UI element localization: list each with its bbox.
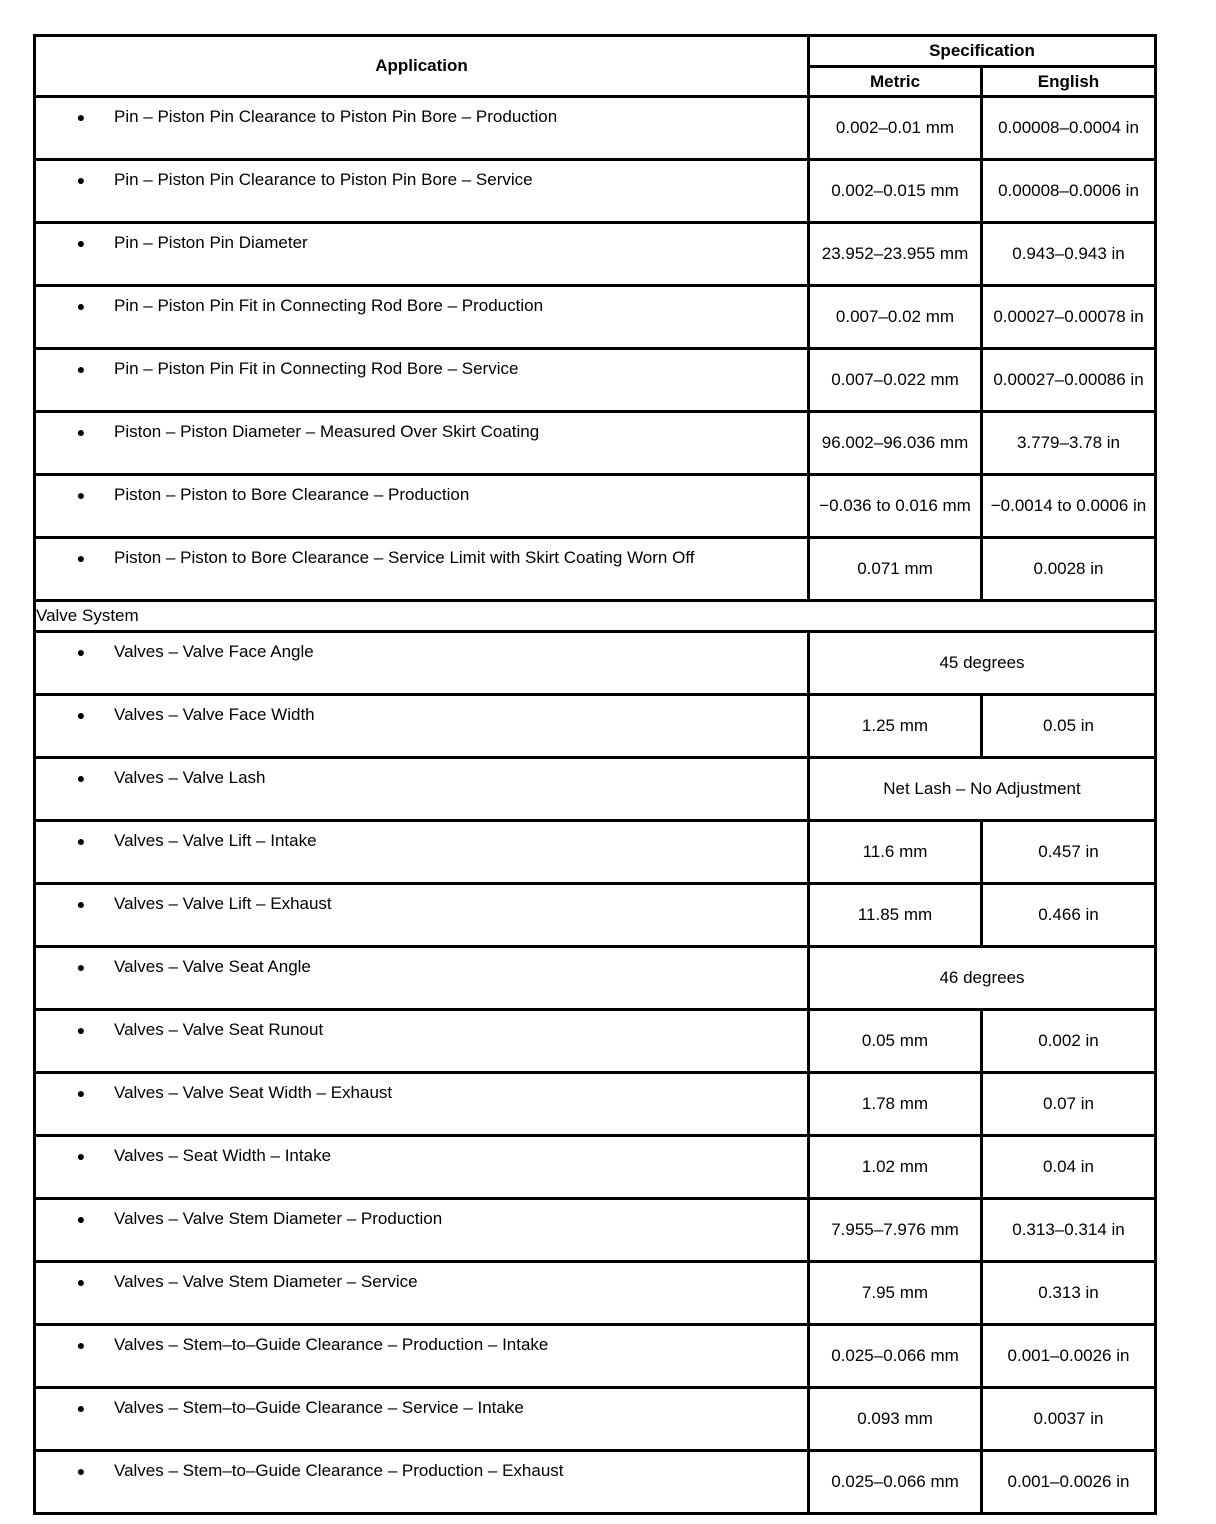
metric-value: 7.95 mm xyxy=(809,1262,982,1325)
table-row xyxy=(35,821,1156,884)
metric-value: 1.02 mm xyxy=(809,1136,982,1199)
table-row xyxy=(35,884,1156,947)
table-row xyxy=(35,1388,1156,1451)
application-cell xyxy=(35,412,809,475)
application-label: Pin – Piston Pin Fit in Connecting Rod Bore – Production xyxy=(114,296,544,315)
table-row xyxy=(35,695,1156,758)
application-cell xyxy=(35,286,809,349)
application-cell xyxy=(35,1451,809,1514)
metric-value: 0.071 mm xyxy=(809,538,982,601)
application-cell xyxy=(35,538,809,601)
application-cell xyxy=(35,1388,809,1451)
english-value: 0.00008–0.0004 in xyxy=(982,97,1156,160)
header-row-top xyxy=(35,36,1156,67)
application-cell xyxy=(35,1199,809,1262)
table-row xyxy=(35,97,1156,160)
bullet-icon: ● xyxy=(76,1463,86,1479)
application-cell xyxy=(35,632,809,695)
application-cell xyxy=(35,1010,809,1073)
bullet-icon: ● xyxy=(76,1274,86,1290)
application-label: Valves – Valve Seat Angle xyxy=(114,957,311,976)
bullet-icon: ● xyxy=(76,770,86,786)
application-label: Valves – Valve Face Angle xyxy=(114,642,314,661)
table-row xyxy=(35,475,1156,538)
table-row xyxy=(35,1010,1156,1073)
application-cell xyxy=(35,1325,809,1388)
bullet-icon: ● xyxy=(76,959,86,975)
specification-header: Specification xyxy=(809,36,1156,67)
application-cell xyxy=(35,884,809,947)
combined-value: 46 degrees xyxy=(809,947,1156,1010)
metric-value: 0.007–0.02 mm xyxy=(809,286,982,349)
combined-value: Net Lash – No Adjustment xyxy=(809,758,1156,821)
application-cell xyxy=(35,349,809,412)
metric-value: 0.002–0.015 mm xyxy=(809,160,982,223)
application-label: Pin – Piston Pin Fit in Connecting Rod Bore – Service xyxy=(114,359,519,378)
metric-value: 0.025–0.066 mm xyxy=(809,1325,982,1388)
bullet-icon: ● xyxy=(76,424,86,440)
bullet-icon: ● xyxy=(76,707,86,723)
english-header: English xyxy=(982,67,1156,97)
metric-value: 11.85 mm xyxy=(809,884,982,947)
application-cell xyxy=(35,1073,809,1136)
english-value: 0.313 in xyxy=(982,1262,1156,1325)
application-label: Valves – Valve Lift – Exhaust xyxy=(114,894,332,913)
bullet-icon: ● xyxy=(76,550,86,566)
bullet-icon: ● xyxy=(76,235,86,251)
bullet-icon: ● xyxy=(76,896,86,912)
english-value: 0.001–0.0026 in xyxy=(982,1325,1156,1388)
english-value: −0.0014 to 0.0006 in xyxy=(982,475,1156,538)
application-cell xyxy=(35,1262,809,1325)
application-label: Piston – Piston to Bore Clearance – Service Limit with Skirt Coating Worn Off xyxy=(114,548,695,567)
metric-value: 0.025–0.066 mm xyxy=(809,1451,982,1514)
application-cell xyxy=(35,695,809,758)
bullet-icon: ● xyxy=(76,487,86,503)
application-label: Piston – Piston Diameter – Measured Over Skirt Coating xyxy=(114,422,540,441)
application-cell xyxy=(35,97,809,160)
valve-rows xyxy=(35,632,1156,1514)
table-row xyxy=(35,1136,1156,1199)
table-row xyxy=(35,160,1156,223)
metric-value: 96.002–96.036 mm xyxy=(809,412,982,475)
bullet-icon: ● xyxy=(76,833,86,849)
table-row xyxy=(35,223,1156,286)
application-label: Pin – Piston Pin Clearance to Piston Pin Bore – Production xyxy=(114,107,558,126)
table-row xyxy=(35,1262,1156,1325)
bullet-icon: ● xyxy=(76,361,86,377)
table-row xyxy=(35,412,1156,475)
bullet-icon: ● xyxy=(76,1148,86,1164)
metric-value: 11.6 mm xyxy=(809,821,982,884)
metric-value: 1.25 mm xyxy=(809,695,982,758)
application-label: Valves – Valve Lift – Intake xyxy=(114,831,317,850)
application-label: Valves – Stem–to–Guide Clearance – Service – Intake xyxy=(114,1398,524,1417)
metric-value: 7.955–7.976 mm xyxy=(809,1199,982,1262)
bullet-icon: ● xyxy=(76,298,86,314)
english-value: 0.313–0.314 in xyxy=(982,1199,1156,1262)
english-value: 0.05 in xyxy=(982,695,1156,758)
table-row xyxy=(35,632,1156,695)
english-value: 0.0037 in xyxy=(982,1388,1156,1451)
application-label: Valves – Stem–to–Guide Clearance – Production – Intake xyxy=(114,1335,549,1354)
english-value: 0.001–0.0026 in xyxy=(982,1451,1156,1514)
application-label: Piston – Piston to Bore Clearance – Production xyxy=(114,485,470,504)
application-cell xyxy=(35,947,809,1010)
application-cell xyxy=(35,160,809,223)
application-label: Valves – Valve Stem Diameter – Service xyxy=(114,1272,418,1291)
table-row xyxy=(35,947,1156,1010)
application-label: Valves – Valve Lash xyxy=(114,768,266,787)
bullet-icon: ● xyxy=(76,109,86,125)
specification-table xyxy=(33,34,1157,1515)
bullet-icon: ● xyxy=(76,1022,86,1038)
english-value: 0.00027–0.00078 in xyxy=(982,286,1156,349)
metric-value: 1.78 mm xyxy=(809,1073,982,1136)
application-label: Pin – Piston Pin Diameter xyxy=(114,233,308,252)
metric-header: Metric xyxy=(809,67,982,97)
english-value: 0.0028 in xyxy=(982,538,1156,601)
table-row xyxy=(35,1325,1156,1388)
bullet-icon: ● xyxy=(76,1211,86,1227)
bullet-icon: ● xyxy=(76,644,86,660)
english-value: 0.466 in xyxy=(982,884,1156,947)
combined-value: 45 degrees xyxy=(809,632,1156,695)
application-label: Pin – Piston Pin Clearance to Piston Pin Bore – Service xyxy=(114,170,533,189)
table-row xyxy=(35,1451,1156,1514)
metric-value: 0.093 mm xyxy=(809,1388,982,1451)
table-row xyxy=(35,286,1156,349)
english-value: 0.00008–0.0006 in xyxy=(982,160,1156,223)
table-row xyxy=(35,349,1156,412)
metric-value: 0.05 mm xyxy=(809,1010,982,1073)
table-row xyxy=(35,1199,1156,1262)
metric-value: 0.007–0.022 mm xyxy=(809,349,982,412)
english-value: 0.002 in xyxy=(982,1010,1156,1073)
english-value: 0.457 in xyxy=(982,821,1156,884)
section-label: Valve System xyxy=(35,601,1156,632)
application-cell xyxy=(35,223,809,286)
valve-section xyxy=(35,601,1156,632)
english-value: 0.00027–0.00086 in xyxy=(982,349,1156,412)
english-value: 0.04 in xyxy=(982,1136,1156,1199)
piston-rows xyxy=(35,97,1156,601)
table-row xyxy=(35,1073,1156,1136)
application-cell xyxy=(35,758,809,821)
table-row xyxy=(35,758,1156,821)
english-value: 0.07 in xyxy=(982,1073,1156,1136)
application-label: Valves – Seat Width – Intake xyxy=(114,1146,332,1165)
metric-value: 23.952–23.955 mm xyxy=(809,223,982,286)
application-cell xyxy=(35,475,809,538)
english-value: 3.779–3.78 in xyxy=(982,412,1156,475)
application-cell xyxy=(35,1136,809,1199)
section-row xyxy=(35,601,1156,632)
application-label: Valves – Valve Stem Diameter – Production xyxy=(114,1209,443,1228)
application-label: Valves – Stem–to–Guide Clearance – Production – Exhaust xyxy=(114,1461,564,1480)
application-header: Application xyxy=(35,36,809,97)
application-label: Valves – Valve Face Width xyxy=(114,705,315,724)
english-value: 0.943–0.943 in xyxy=(982,223,1156,286)
bullet-icon: ● xyxy=(76,1337,86,1353)
bullet-icon: ● xyxy=(76,172,86,188)
bullet-icon: ● xyxy=(76,1400,86,1416)
bullet-icon: ● xyxy=(76,1085,86,1101)
metric-value: −0.036 to 0.016 mm xyxy=(809,475,982,538)
metric-value: 0.002–0.01 mm xyxy=(809,97,982,160)
application-cell xyxy=(35,821,809,884)
application-label: Valves – Valve Seat Runout xyxy=(114,1020,324,1039)
application-label: Valves – Valve Seat Width – Exhaust xyxy=(114,1083,393,1102)
table-row xyxy=(35,538,1156,601)
